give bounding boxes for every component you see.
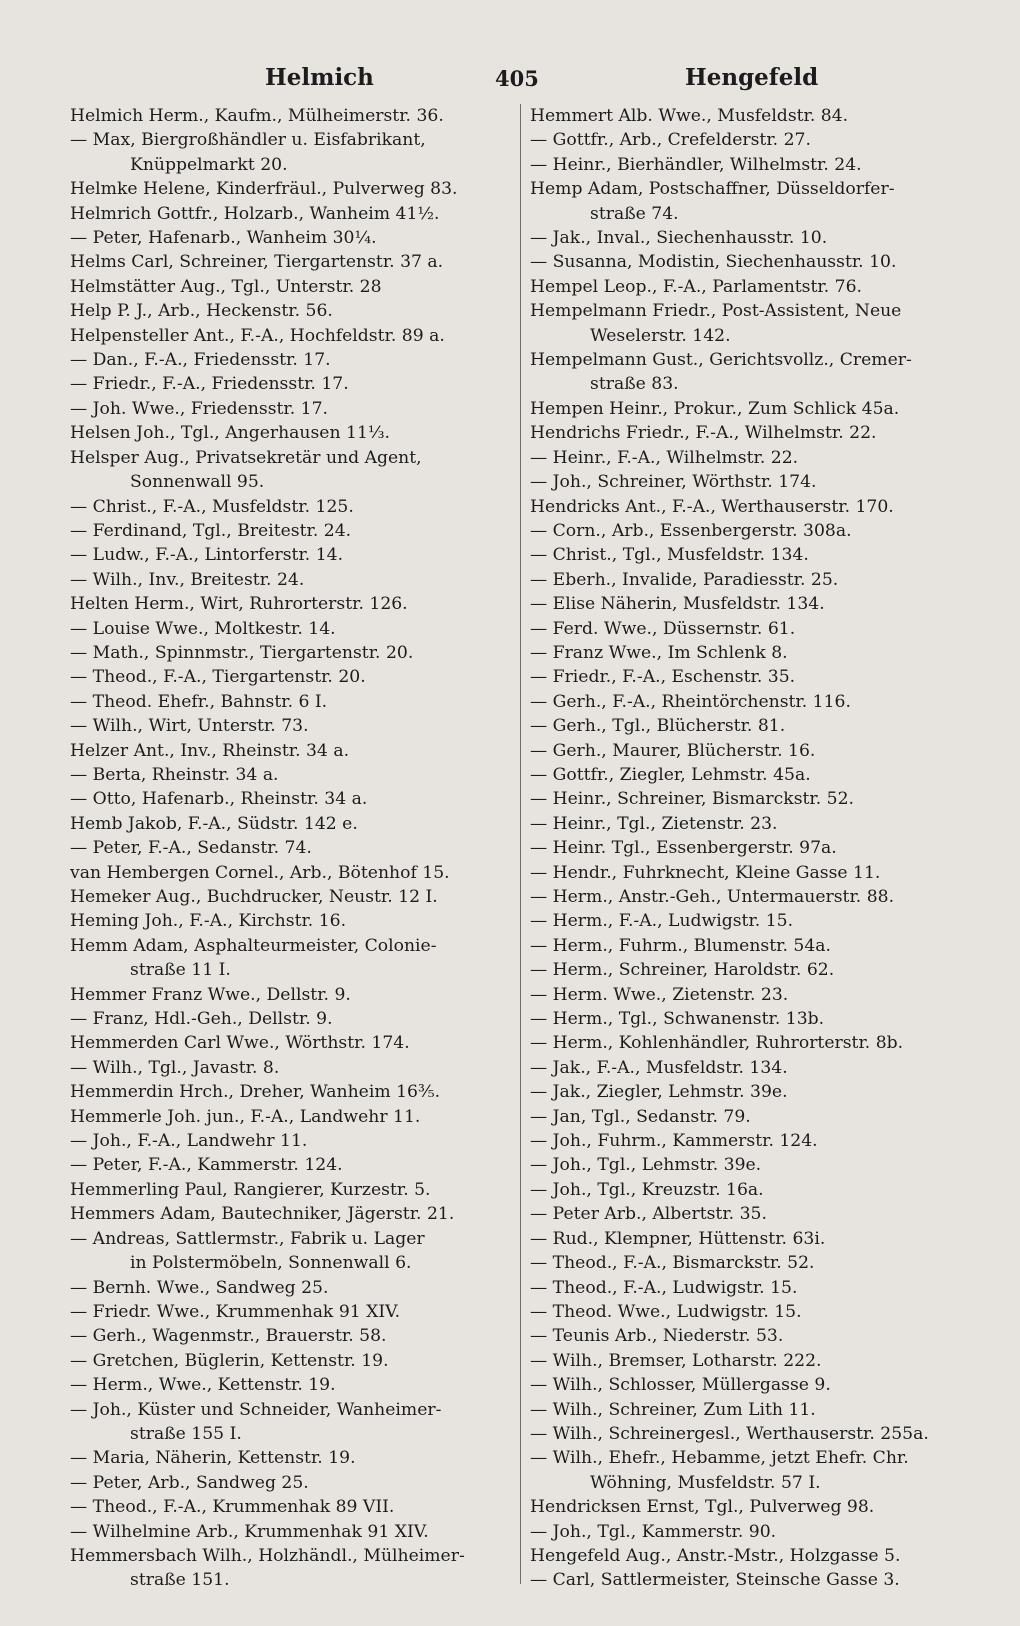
directory-entry: — Jak., F.-A., Musfeldstr. 134. <box>530 1057 788 1078</box>
directory-entry: Hempel Leop., F.-A., Parlamentstr. 76. <box>530 276 862 297</box>
directory-entry: Hengefeld Aug., Anstr.-Mstr., Holzgasse 5. <box>530 1545 901 1566</box>
directory-entry: Helsper Aug., Privatsekretär und Agent, <box>70 447 422 468</box>
directory-entry-continuation: Knüppelmarkt 20. <box>130 154 288 175</box>
directory-entry: — Herm., Kohlenhändler, Ruhrorterstr. 8b. <box>530 1033 904 1054</box>
directory-entry: — Theod., F.-A., Tiergartenstr. 20. <box>70 667 366 688</box>
directory-entry: — Joh., Küster und Schneider, Wanheimer- <box>70 1399 442 1420</box>
directory-entry: Help P. J., Arb., Heckenstr. 56. <box>70 301 333 322</box>
directory-entry: — Friedr. Wwe., Krummenhak 91 XIV. <box>70 1301 401 1322</box>
directory-entry: — Jak., Inval., Siechenhausstr. 10. <box>530 228 828 249</box>
directory-entry: — Hendr., Fuhrknecht, Kleine Gasse 11. <box>530 862 881 883</box>
directory-entry: — Andreas, Sattlermstr., Fabrik u. Lager <box>70 1228 425 1249</box>
directory-entry-continuation: straße 83. <box>590 374 679 395</box>
directory-entry: — Joh., Schreiner, Wörthstr. 174. <box>530 472 817 493</box>
directory-entry: — Theod., F.-A., Ludwigstr. 15. <box>530 1277 798 1298</box>
directory-entry: Hemm Adam, Asphalteurmeister, Colonie- <box>70 935 437 956</box>
left-column <box>70 104 510 1593</box>
directory-entry: Helmstätter Aug., Tgl., Unterstr. 28 <box>70 276 382 297</box>
directory-entry: — Theod. Wwe., Ludwigstr. 15. <box>530 1301 802 1322</box>
directory-entry: — Gottfr., Arb., Crefelderstr. 27. <box>530 130 811 151</box>
directory-entry: Helsen Joh., Tgl., Angerhausen 11⅓. <box>70 423 391 444</box>
directory-entry: — Wilh., Schlosser, Müllergasse 9. <box>530 1375 831 1396</box>
directory-entry-continuation: in Polstermöbeln, Sonnenwall 6. <box>130 1253 412 1274</box>
directory-entry-continuation: Weselerstr. 142. <box>590 325 731 346</box>
directory-entry: Hempelmann Gust., Gerichtsvollz., Cremer- <box>530 350 912 371</box>
directory-entry: — Heinr., F.-A., Wilhelmstr. 22. <box>530 447 799 468</box>
directory-entry: — Corn., Arb., Essenbergerstr. 308a. <box>530 520 852 541</box>
directory-entry: — Joh., Tgl., Kammerstr. 90. <box>530 1521 777 1542</box>
directory-entry: — Theod. Ehefr., Bahnstr. 6 I. <box>70 691 328 712</box>
directory-entry: Helmrich Gottfr., Holzarb., Wanheim 41½. <box>70 203 440 224</box>
directory-entry: — Wilh., Ehefr., Hebamme, jetzt Ehefr. Chr. <box>530 1448 909 1469</box>
directory-entry-continuation: straße 11 I. <box>130 960 231 981</box>
directory-entry: Hemeker Aug., Buchdrucker, Neustr. 12 I. <box>70 887 438 907</box>
directory-entry: Hemmerle Joh. jun., F.-A., Landwehr 11. <box>70 1106 421 1127</box>
directory-entry: — Peter, Arb., Sandweg 25. <box>70 1472 309 1493</box>
directory-entry: — Friedr., F.-A., Friedensstr. 17. <box>70 374 349 395</box>
column-divider <box>520 104 521 1584</box>
directory-entry: — Franz, Hdl.-Geh., Dellstr. 9. <box>70 1009 333 1030</box>
directory-entry: — Gottfr., Ziegler, Lehmstr. 45a. <box>530 764 811 785</box>
directory-entry: Hemp Adam, Postschaffner, Düsseldorfer- <box>530 179 895 200</box>
directory-entry: — Peter, Hafenarb., Wanheim 30¼. <box>70 228 377 249</box>
directory-entry: — Jan, Tgl., Sedanstr. 79. <box>530 1106 751 1127</box>
directory-entry: Helzer Ant., Inv., Rheinstr. 34 a. <box>70 740 350 761</box>
directory-entry: — Herm., Wwe., Kettenstr. 19. <box>70 1375 336 1396</box>
directory-entry: — Joh., Tgl., Kreuzstr. 16a. <box>530 1179 764 1200</box>
directory-entry: Hempelmann Friedr., Post-Assistent, Neue <box>530 301 902 322</box>
directory-entry: — Gerh., Tgl., Blücherstr. 81. <box>530 716 786 737</box>
directory-entry: — Math., Spinnmstr., Tiergartenstr. 20. <box>70 642 414 663</box>
right-column <box>530 104 980 1593</box>
directory-entry: — Peter, F.-A., Kammerstr. 124. <box>70 1155 343 1176</box>
directory-entry: Hendrichs Friedr., F.-A., Wilhelmstr. 22. <box>530 423 877 444</box>
directory-entry: — Wilh., Schreinergesl., Werthauserstr. 255a. <box>530 1423 929 1444</box>
directory-entry: — Christ., Tgl., Musfeldstr. 134. <box>530 545 809 566</box>
directory-entry: — Franz Wwe., Im Schlenk 8. <box>530 642 788 663</box>
directory-entry-continuation: Wöhning, Musfeldstr. 57 I. <box>590 1472 821 1493</box>
directory-entry: Hemb Jakob, F.-A., Südstr. 142 e. <box>70 813 358 834</box>
directory-entry: — Wilh., Bremser, Lotharstr. 222. <box>530 1350 822 1371</box>
directory-entry: — Susanna, Modistin, Siechenhausstr. 10. <box>530 252 897 273</box>
directory-entry: — Gerh., F.-A., Rheintörchenstr. 116. <box>530 691 851 712</box>
directory-entry: — Herm., Schreiner, Haroldstr. 62. <box>530 960 835 981</box>
directory-entry: Helpensteller Ant., F.-A., Hochfeldstr. 89 a. <box>70 325 445 346</box>
directory-entry: van Hembergen Cornel., Arb., Bötenhof 15. <box>70 862 450 883</box>
directory-entry: — Elise Näherin, Musfeldstr. 134. <box>530 594 825 615</box>
directory-entry: — Ferdinand, Tgl., Breitestr. 24. <box>70 520 352 541</box>
directory-entry: — Heinr., Bierhändler, Wilhelmstr. 24. <box>530 154 862 175</box>
directory-entry-continuation: straße 151. <box>130 1570 230 1591</box>
directory-entry: Hemmerdin Hrch., Dreher, Wanheim 16³⁄₅. <box>70 1082 441 1103</box>
directory-entry: — Gerh., Wagenmstr., Brauerstr. 58. <box>70 1326 387 1347</box>
directory-entry-continuation: straße 155 I. <box>130 1423 242 1444</box>
directory-entry: Hendricks Ant., F.-A., Werthauserstr. 170. <box>530 496 894 517</box>
directory-entry: — Jak., Ziegler, Lehmstr. 39e. <box>530 1082 788 1103</box>
page-header <box>70 58 970 98</box>
directory-entry: Helmich Herm., Kaufm., Mülheimerstr. 36. <box>70 106 444 126</box>
directory-entry: — Joh., F.-A., Landwehr 11. <box>70 1131 308 1152</box>
directory-entry: — Wilh., Schreiner, Zum Lith 11. <box>530 1399 816 1420</box>
directory-entry: — Wilhelmine Arb., Krummenhak 91 XIV. <box>70 1521 429 1542</box>
directory-entry: — Ferd. Wwe., Düssernstr. 61. <box>530 618 796 639</box>
directory-entry: — Wilh., Tgl., Javastr. 8. <box>70 1057 280 1078</box>
directory-entry: Hemmers Adam, Bautechniker, Jägerstr. 21. <box>70 1204 455 1225</box>
directory-entry: — Herm., Tgl., Schwanenstr. 13b. <box>530 1009 825 1030</box>
directory-entry: — Louise Wwe., Moltkestr. 14. <box>70 618 336 639</box>
directory-entry: — Peter, F.-A., Sedanstr. 74. <box>70 838 312 859</box>
directory-entry: Hempen Heinr., Prokur., Zum Schlick 45a. <box>530 398 900 419</box>
directory-entry: Helmke Helene, Kinderfräul., Pulverweg 83. <box>70 179 458 200</box>
directory-entry: — Gerh., Maurer, Blücherstr. 16. <box>530 740 816 761</box>
directory-entry: — Herm. Wwe., Zietenstr. 23. <box>530 984 789 1005</box>
directory-entry: — Theod., F.-A., Krummenhak 89 VII. <box>70 1497 395 1518</box>
directory-entry: — Dan., F.-A., Friedensstr. 17. <box>70 350 331 371</box>
directory-entry: — Rud., Klempner, Hüttenstr. 63i. <box>530 1228 826 1249</box>
directory-entry: — Heinr. Tgl., Essenbergerstr. 97a. <box>530 838 837 859</box>
directory-entry: — Eberh., Invalide, Paradiesstr. 25. <box>530 569 839 590</box>
directory-entry: Hemmerling Paul, Rangierer, Kurzestr. 5. <box>70 1179 431 1200</box>
directory-entry: Hemmerden Carl Wwe., Wörthstr. 174. <box>70 1033 410 1054</box>
directory-entry: — Maria, Näherin, Kettenstr. 19. <box>70 1448 356 1469</box>
directory-entry: Hemmert Alb. Wwe., Musfeldstr. 84. <box>530 106 849 126</box>
directory-entry: — Christ., F.-A., Musfeldstr. 125. <box>70 496 354 517</box>
directory-entry: — Gretchen, Büglerin, Kettenstr. 19. <box>70 1350 389 1371</box>
directory-entry: — Herm., Fuhrm., Blumenstr. 54a. <box>530 935 831 956</box>
directory-entry: Helms Carl, Schreiner, Tiergartenstr. 37 a. <box>70 252 444 273</box>
directory-entry: — Max, Biergroßhändler u. Eisfabrikant, <box>70 130 426 151</box>
directory-entry: — Friedr., F.-A., Eschenstr. 35. <box>530 667 796 688</box>
directory-entry: — Ludw., F.-A., Lintorferstr. 14. <box>70 545 344 566</box>
directory-entry: Helten Herm., Wirt, Ruhrorterstr. 126. <box>70 594 408 615</box>
directory-entry: — Joh., Tgl., Lehmstr. 39e. <box>530 1155 762 1176</box>
directory-entry: — Peter Arb., Albertstr. 35. <box>530 1204 767 1225</box>
page-number: 405 <box>495 66 539 91</box>
directory-entry: Heming Joh., F.-A., Kirchstr. 16. <box>70 911 347 932</box>
directory-entry: — Berta, Rheinstr. 34 a. <box>70 764 279 785</box>
directory-entry: — Wilh., Inv., Breitestr. 24. <box>70 569 305 590</box>
directory-entry: — Joh., Fuhrm., Kammerstr. 124. <box>530 1131 818 1152</box>
directory-entry: — Herm., F.-A., Ludwigstr. 15. <box>530 911 794 932</box>
directory-entry: — Heinr., Schreiner, Bismarckstr. 52. <box>530 789 855 810</box>
header-left-keyword: Helmich <box>265 64 374 91</box>
directory-entry: — Heinr., Tgl., Zietenstr. 23. <box>530 813 778 834</box>
directory-entry-continuation: straße 74. <box>590 203 679 224</box>
directory-entry: — Theod., F.-A., Bismarckstr. 52. <box>530 1253 815 1274</box>
directory-entry: — Carl, Sattlermeister, Steinsche Gasse 3. <box>530 1570 900 1591</box>
directory-entry: — Joh. Wwe., Friedensstr. 17. <box>70 398 329 419</box>
header-right-keyword: Hengefeld <box>685 64 819 91</box>
directory-entry: — Wilh., Wirt, Unterstr. 73. <box>70 716 309 737</box>
directory-entry: — Bernh. Wwe., Sandweg 25. <box>70 1277 329 1298</box>
directory-entry: — Otto, Hafenarb., Rheinstr. 34 a. <box>70 789 368 810</box>
directory-entry: Hemmersbach Wilh., Holzhändl., Mülheimer- <box>70 1545 465 1566</box>
directory-entry: Hendricksen Ernst, Tgl., Pulverweg 98. <box>530 1497 875 1518</box>
directory-entry: — Herm., Anstr.-Geh., Untermauerstr. 88. <box>530 887 895 907</box>
directory-entry: Hemmer Franz Wwe., Dellstr. 9. <box>70 984 351 1005</box>
directory-entry-continuation: Sonnenwall 95. <box>130 472 265 493</box>
directory-entry: — Teunis Arb., Niederstr. 53. <box>530 1326 784 1347</box>
